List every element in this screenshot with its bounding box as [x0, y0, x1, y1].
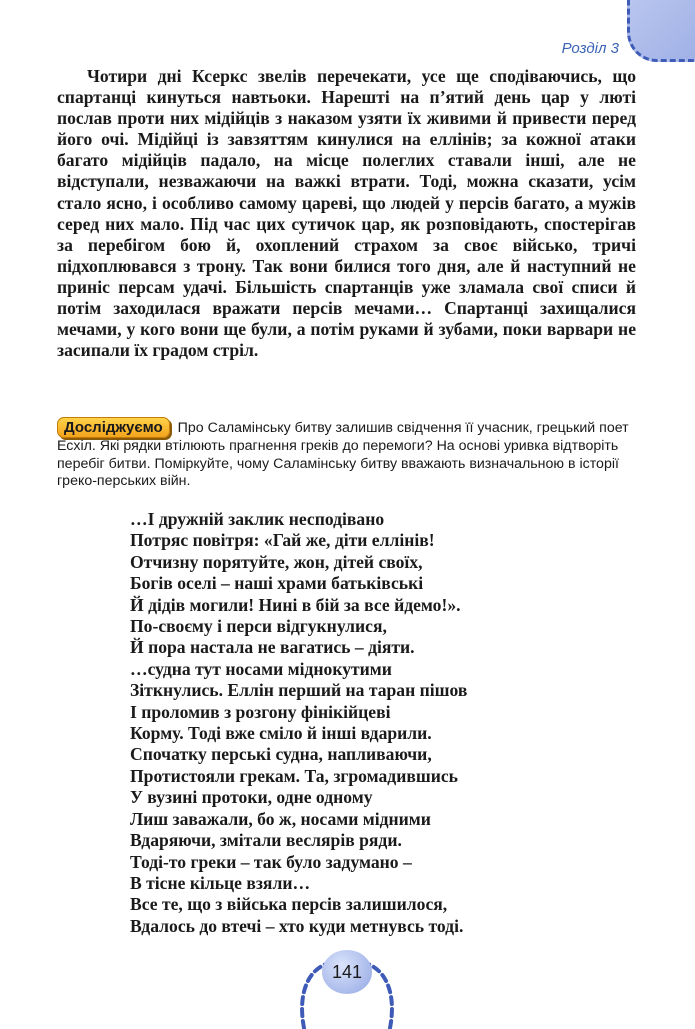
- poem-line: І проломив з розгону фінікійцеві: [130, 701, 391, 722]
- poem-line: Корму. Тоді вже сміло й інші вдарили.: [130, 723, 432, 744]
- poem-line: Спочатку перські судна, напливаючи,: [130, 744, 432, 765]
- poem: [130, 509, 467, 937]
- poem-line: Богів оселі – наші храми батьківські: [130, 573, 424, 594]
- poem-line: …судна тут носами міднокутими: [130, 658, 392, 679]
- section-label: Розділ 3: [561, 40, 619, 57]
- poem-line: Вдалось до втечі – хто куди метнувсь тоді.: [130, 915, 464, 936]
- poem-line: Лиш заважали, бо ж, носами мідними: [130, 808, 431, 829]
- poem-line: Тоді-то греки – так було задумано –: [130, 851, 412, 872]
- page-number: 141: [322, 950, 372, 994]
- corner-decoration: [627, 0, 695, 62]
- research-block: [57, 417, 637, 491]
- poem-line: По-своєму і перси відгукнулися,: [130, 616, 387, 637]
- main-paragraph: Чотири дні Ксеркс звелів перечекати, усе ще сподіваючись, що спартанці кинуться навтьоки. Нарешті на п’ятий день цар у люті послав проти них мідійців з наказом узяти їх живими й привести перед його очі. Мідійці із завзяттям кинулися на еллінів; за кожної атаки багато мідійців падало, на місце полеглих ставали інші, але не відступали, незважаючи на важкі втрати. Тоді, можна сказати, усім стало ясно, і особливо самому цареві, що людей у персів багато, а мужів серед них мало. Під час цих сутичок цар, як розповідають, спостерігав за перебігом бою й, охоплений страхом за своє військо, тричі підхоплювався з трону. Так вони билися того дня, але й наступний не приніс персам удачі. Більшість спартанців уже зламала свої списи й потім заходилася вражати персів мечами… Спартанці захищалися мечами, у кого вони ще були, а потім руками й зубами, поки варвари не засипали їх градом стріл.: [57, 66, 636, 361]
- research-badge: Досліджуємо: [57, 417, 170, 438]
- poem-line: Вдаряючи, змітали веслярів ряди.: [130, 830, 402, 851]
- poem-line: Все те, що з війська персів залишилося,: [130, 894, 448, 915]
- poem-line: Протистояли грекам. Та, згромадившись: [130, 765, 458, 786]
- poem-line: У вузині протоки, одне одному: [130, 787, 373, 808]
- poem-line: Й пора настала не вагатись – діяти.: [130, 637, 415, 658]
- poem-line: …І дружній заклик несподівано: [130, 509, 385, 529]
- poem-line: Зіткнулись. Еллін перший на таран пішов: [130, 680, 468, 701]
- poem-line: Потряс повітря: «Гай же, діти еллінів!: [130, 530, 435, 551]
- poem-line: В тісне кільце взяли…: [130, 872, 311, 893]
- poem-line: Отчизну порятуйте, жон, дітей своїх,: [130, 551, 423, 572]
- poem-line: Й дідів могили! Нині в бій за все йдемо!».: [130, 594, 461, 615]
- research-text: Про Саламінську битву залишив свідчення її учасник, грецький поет Есхіл. Які рядки втілюють прагнення греків до перемоги? На основі уривка відтворіть перебіг битви. Поміркуйте, чому Саламінську битву вважають визначальною в історії греко-перських війн.: [57, 420, 629, 489]
